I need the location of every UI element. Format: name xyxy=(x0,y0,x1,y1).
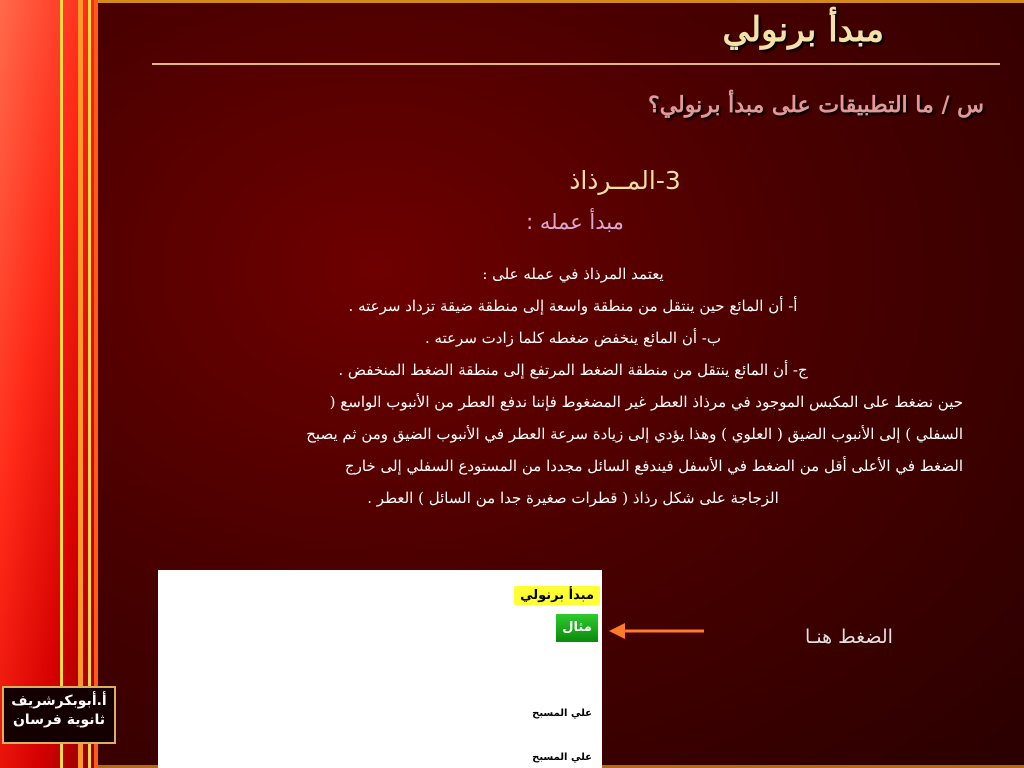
body-text xyxy=(158,258,988,514)
panel-title: مبدأ برنولي xyxy=(514,586,600,605)
decorative-stripe xyxy=(60,0,63,768)
panel-author: علي المسبح xyxy=(532,708,592,719)
logo-line-school: ثانوية فرسان xyxy=(12,712,106,728)
section-heading: 3-المــرذاذ xyxy=(569,166,681,195)
embedded-image-panel xyxy=(158,570,602,768)
top-border xyxy=(98,0,1024,3)
question-text: س / ما التطبيقات على مبدأ برنولي؟ xyxy=(648,92,984,118)
decorative-stripe xyxy=(78,0,83,768)
title-underline xyxy=(152,63,1000,65)
body-line: ج- أن المائع ينتقل من منطقة الضغط المرتفع إلى منطقة الضغط المنخفض . xyxy=(338,361,808,379)
body-line: السفلي ) إلى الأنبوب الضيق ( العلوي ) وهذا يؤدي إلى زيادة سرعة العطر في الأنبوب الضيق ومن ثم يصبح xyxy=(306,425,963,443)
subheading: مبدأ عمله : xyxy=(526,210,624,234)
example-badge: مثال xyxy=(556,614,598,642)
author-logo xyxy=(2,686,116,744)
body-line: ب- أن المائع ينخفض ضغطه كلما زادت سرعته . xyxy=(424,329,721,347)
body-line: حين نضغط على المكبس الموجود في مرذاذ العطر غير المضغوط فإننا ندفع العطر من الأنبوب الواسع ( xyxy=(329,393,963,411)
body-line: الضغط في الأعلى أقل من الضغط في الأسفل فيندفع السائل مجددا من المستودع السفلي إلى خارج xyxy=(344,457,963,475)
left-arrow-icon xyxy=(607,621,707,641)
body-line: أ- أن المائع حين ينتقل من منطقة واسعة إلى منطقة ضيقة تزداد سرعته . xyxy=(348,297,798,315)
body-line: الزجاجة على شكل رذاذ ( قطرات صغيرة جدا من السائل ) العطر . xyxy=(367,489,779,507)
logo-line-name: أ.أبوبكرشريف xyxy=(11,693,107,709)
pressure-label: الضغط هنـا xyxy=(805,626,893,648)
slide-title: مبدأ برنولي xyxy=(722,10,884,50)
panel-author: علي المسبح xyxy=(532,752,592,763)
decorative-stripe xyxy=(88,0,91,768)
body-line: يعتمد المرذاذ في عمله على : xyxy=(482,265,664,283)
